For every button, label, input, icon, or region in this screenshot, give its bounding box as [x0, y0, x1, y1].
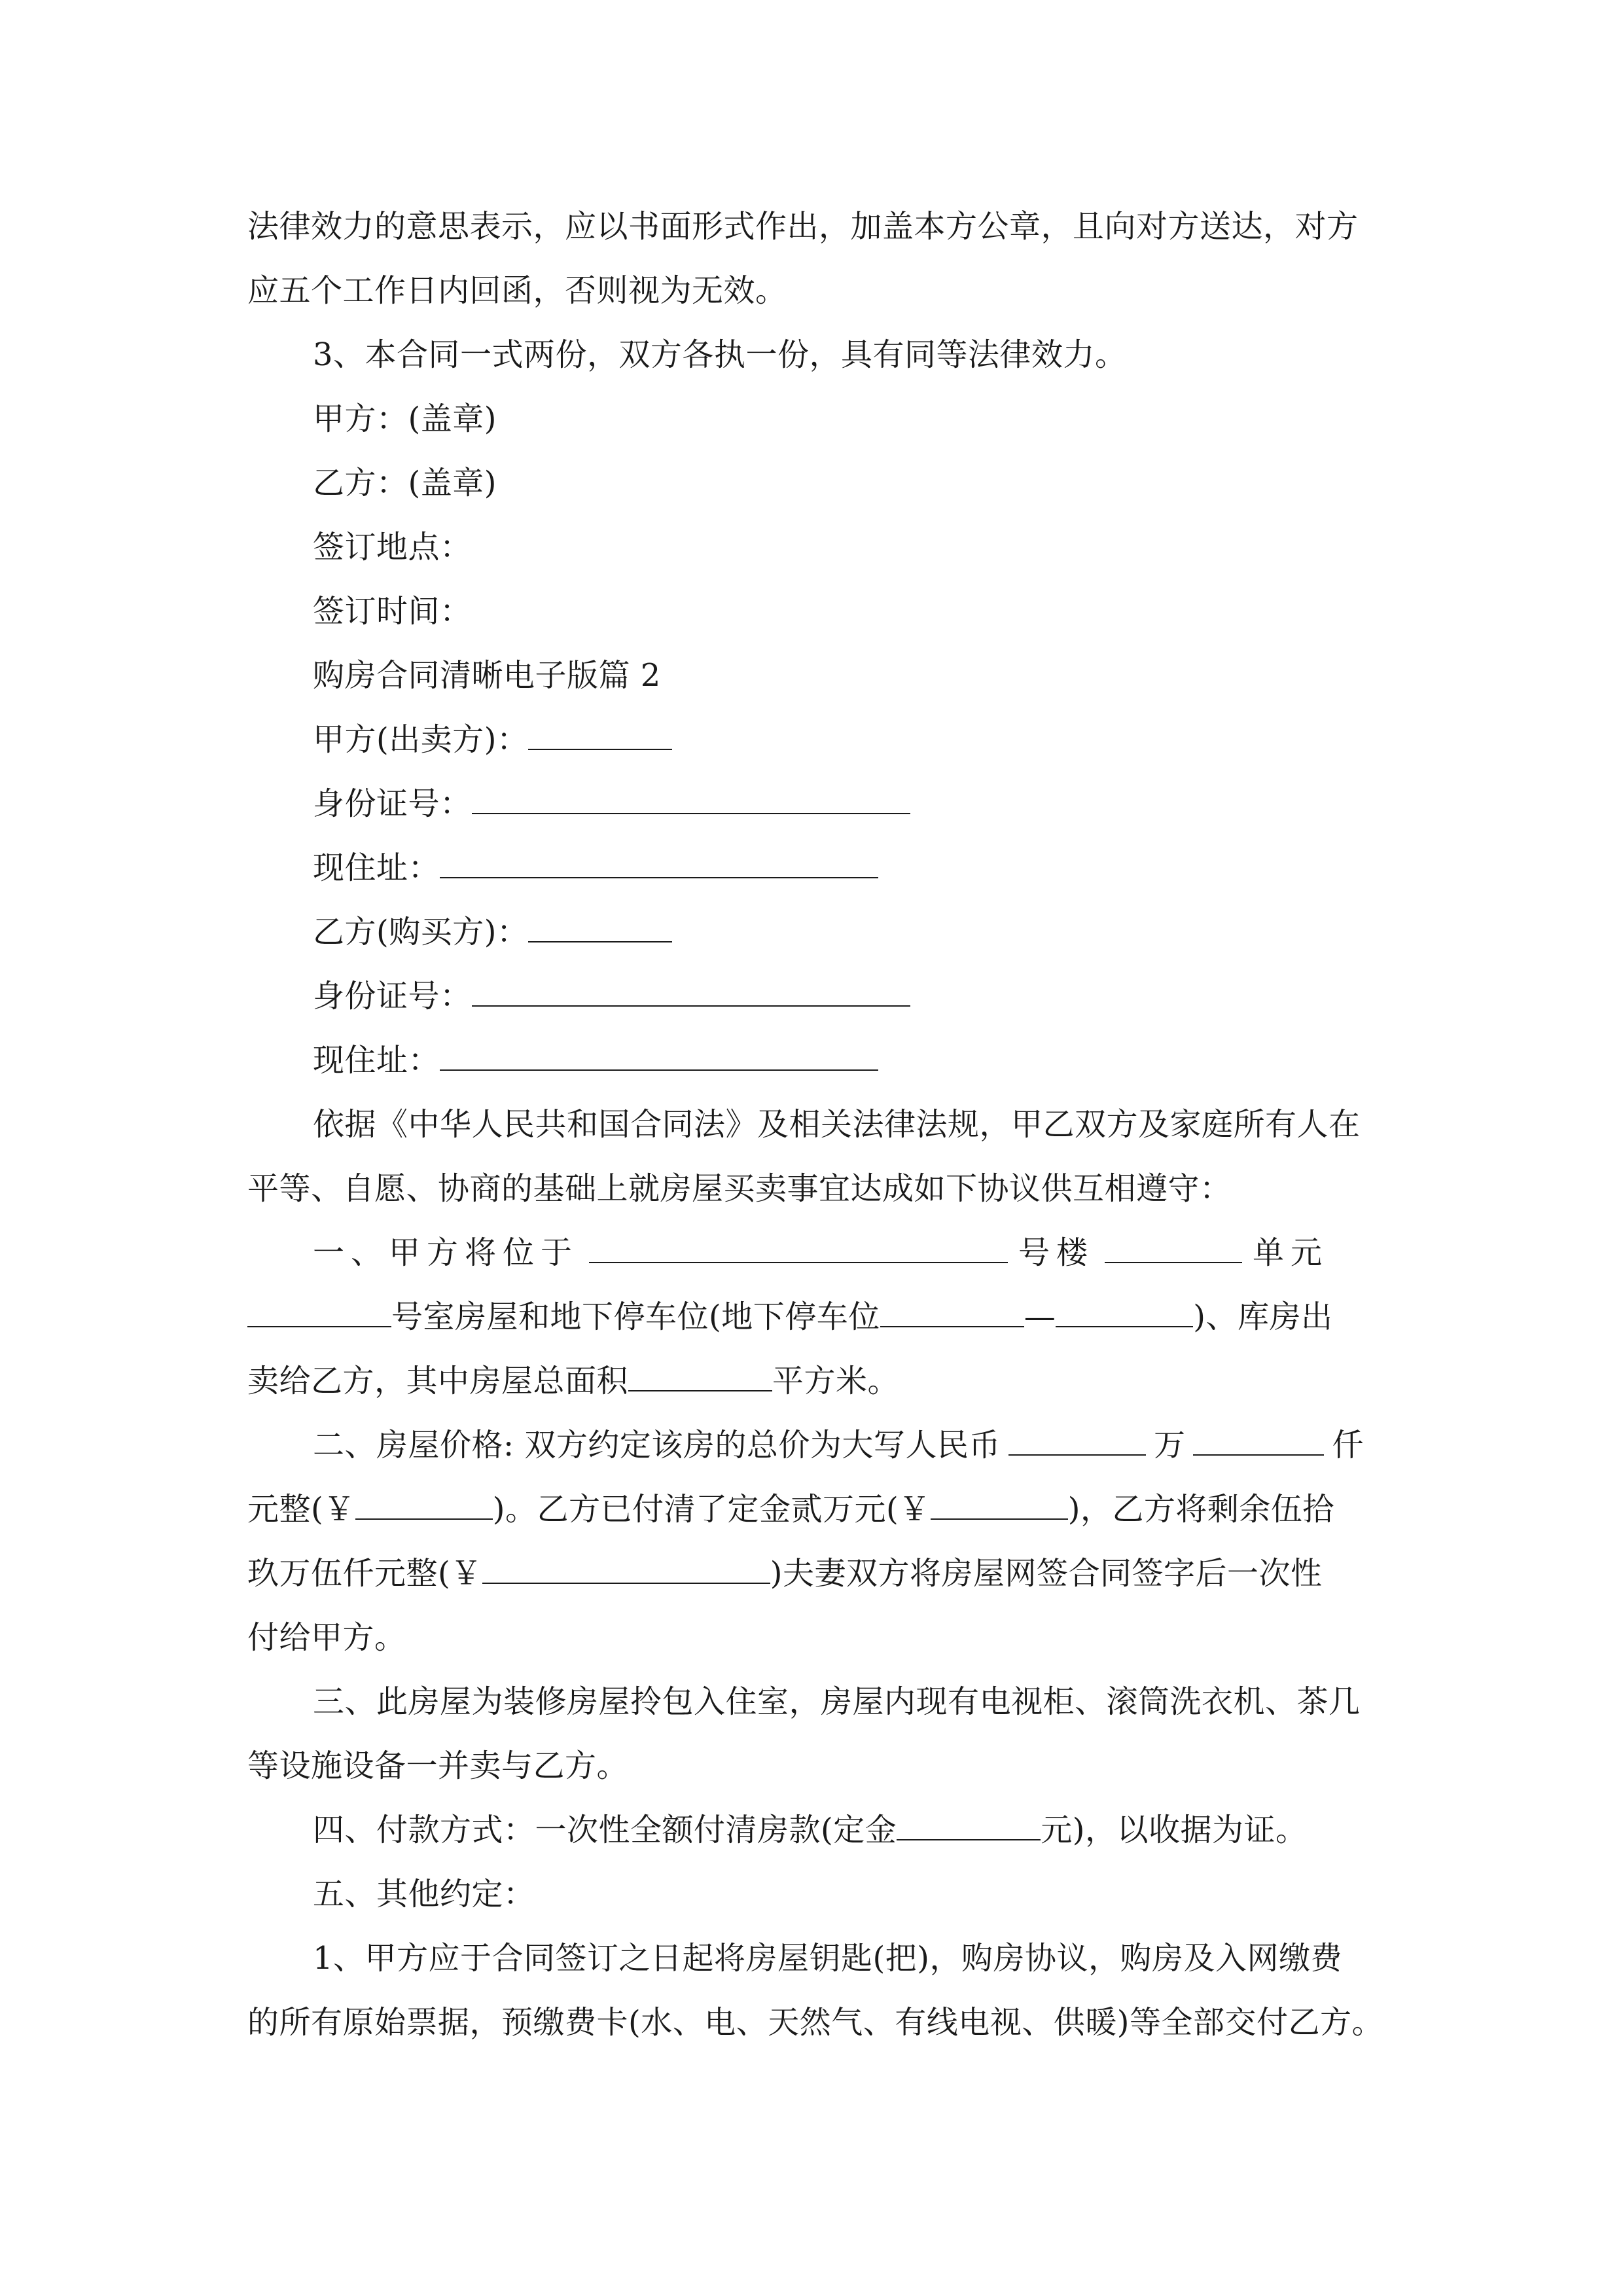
price-qian-blank[interactable]: [1193, 1427, 1324, 1456]
article-1-line: [247, 1363, 899, 1399]
intro-line: 依据《中华人民共和国合同法》及相关法律法规，甲乙双方及家庭所有人在: [313, 1106, 1361, 1143]
seller-id-blank[interactable]: [472, 785, 910, 814]
article-4-line: [313, 1812, 1307, 1848]
article-2-text: 二、房屋价格: 双方约定该房的总价为大写人民币: [313, 1427, 1001, 1463]
article-5-line: 1、甲方应于合同签订之日起将房屋钥匙(把)，购房协议，购房及入网缴费: [313, 1940, 1342, 1977]
article-4-text: 四、付款方式：一次性全额付清房款(定金: [313, 1812, 897, 1848]
building-blank[interactable]: [1105, 1234, 1242, 1263]
parking-to-blank[interactable]: [1056, 1299, 1193, 1327]
unit-blank[interactable]: [247, 1299, 391, 1327]
seller-line: [313, 721, 672, 758]
article-1-text: 号室房屋和地下停车位(地下停车位: [391, 1299, 880, 1335]
article-1-text: 号楼: [1018, 1234, 1095, 1271]
article-1-text: 一、甲方将位于: [313, 1234, 579, 1271]
buyer-blank[interactable]: [528, 914, 672, 942]
article-1-text: 单元: [1253, 1234, 1329, 1271]
buyer-id-line: [313, 978, 910, 1014]
article-2-text: 元整(￥: [247, 1491, 355, 1528]
article-2-line: [313, 1427, 1364, 1463]
seller-label: 甲方(出卖方)：: [313, 721, 529, 758]
total-price-blank[interactable]: [355, 1491, 493, 1520]
price-wan-blank[interactable]: [1008, 1427, 1146, 1456]
paragraph-line: 法律效力的意思表示，应以书面形式作出，加盖本方公章，且向对方送达，对方: [247, 208, 1359, 245]
buyer-address-line: [313, 1042, 878, 1079]
parking-from-blank[interactable]: [880, 1299, 1024, 1327]
seller-id-line: [313, 785, 910, 822]
buyer-label: 乙方(购买方)：: [313, 914, 529, 950]
article-2-text: 万: [1153, 1427, 1186, 1463]
article-2-text: )。乙方已付清了定金贰万元(￥: [492, 1491, 931, 1528]
article-2-text: 玖万伍仟元整(￥: [247, 1555, 482, 1592]
paragraph-line: 应五个工作日内回函，否则视为无效。: [247, 272, 787, 309]
seller-address-line: [313, 850, 878, 886]
article-2-text: )，乙方将剩余伍拾: [1067, 1491, 1334, 1528]
article-3-line: 三、此房屋为装修房屋拎包入住室，房屋内现有电视柜、滚筒洗衣机、茶几: [313, 1683, 1361, 1720]
article-1-text: )、库房出: [1193, 1299, 1333, 1335]
buyer-id-label: 身份证号：: [313, 978, 472, 1014]
buyer-address-blank[interactable]: [440, 1042, 878, 1071]
seller-address-label: 现住址：: [313, 850, 440, 886]
article-1-text: 平方米。: [772, 1363, 900, 1399]
article-2-line: 付给甲方。: [247, 1619, 406, 1656]
article-2-line: [247, 1491, 1334, 1528]
article-3-line: 等设施设备一并卖与乙方。: [247, 1748, 629, 1784]
seller-id-label: 身份证号：: [313, 785, 472, 822]
article-1-line: [247, 1299, 1332, 1335]
location-blank[interactable]: [589, 1234, 1008, 1263]
section-title: 购房合同清晰电子版篇 2: [313, 657, 661, 694]
article-5-line: 的所有原始票据，预缴费卡(水、电、天然气、有线电视、供暖)等全部交付乙方。: [247, 2004, 1383, 2041]
signing-time: 签订时间：: [313, 593, 472, 630]
article-4-text: 元)，以收据为证。: [1041, 1812, 1308, 1848]
deposit-blank[interactable]: [931, 1491, 1068, 1520]
article-1-line: [313, 1234, 1329, 1271]
article-1-text: —: [1024, 1299, 1056, 1335]
intro-line: 平等、自愿、协商的基础上就房屋买卖事宜达成如下协议供互相遵守：: [247, 1170, 1232, 1207]
buyer-id-blank[interactable]: [472, 978, 910, 1007]
seller-blank[interactable]: [528, 721, 672, 750]
area-blank[interactable]: [628, 1363, 772, 1391]
article-2-line: [247, 1555, 1322, 1592]
remaining-blank[interactable]: [482, 1555, 770, 1584]
article-2-text: 仟: [1332, 1427, 1364, 1463]
clause-3: 3、本合同一式两份，双方各执一份，具有同等法律效力。: [313, 336, 1127, 373]
deposit-amount-blank[interactable]: [897, 1812, 1041, 1840]
buyer-address-label: 现住址：: [313, 1042, 440, 1079]
signing-place: 签订地点：: [313, 529, 472, 565]
article-5-title: 五、其他约定：: [313, 1876, 535, 1912]
seller-address-blank[interactable]: [440, 850, 878, 878]
article-1-text: 卖给乙方，其中房屋总面积: [247, 1363, 629, 1399]
party-a-seal: 甲方：(盖章): [313, 401, 497, 437]
buyer-line: [313, 914, 672, 950]
article-2-text: )夫妻双方将房屋网签合同签字后一次性: [770, 1555, 1323, 1592]
party-b-seal: 乙方：(盖章): [313, 465, 497, 501]
